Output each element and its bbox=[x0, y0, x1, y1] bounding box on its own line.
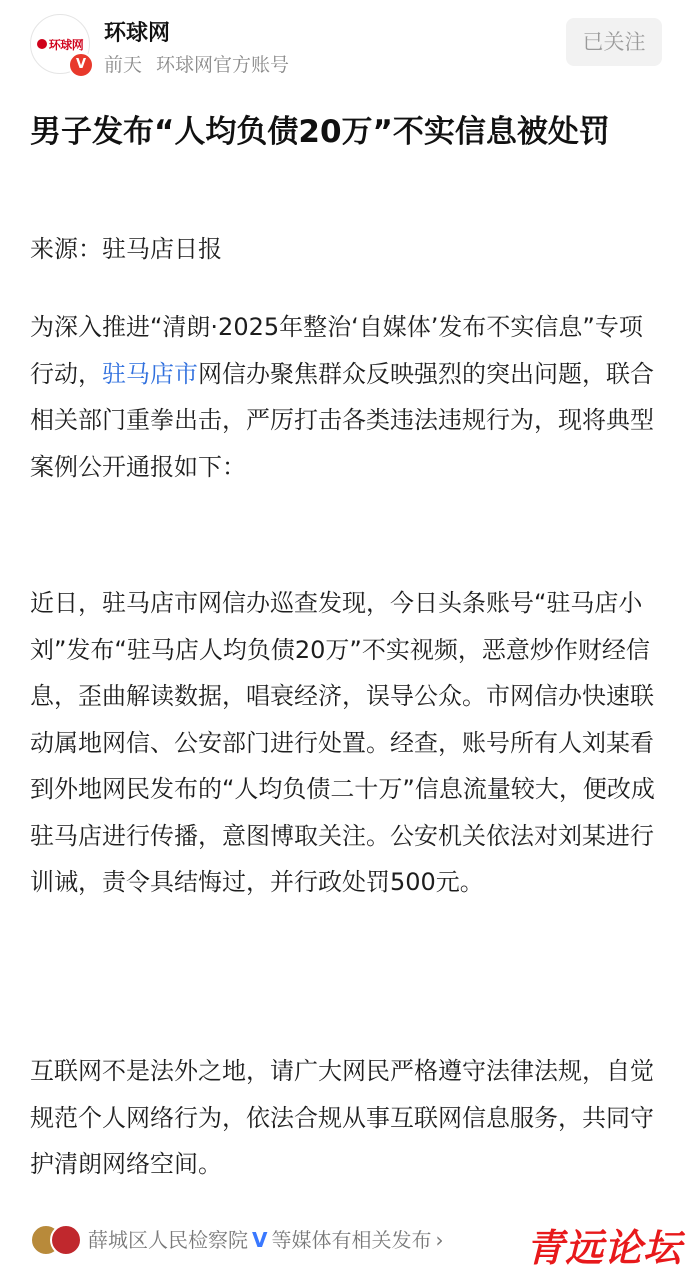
article-paragraph-3: 互联网不是法外之地，请广大网民严格遵守法律法规，自觉规范个人网络行为，依法合规从事互联网信息服务，共同守护清朗网络空间。 bbox=[30, 1057, 654, 1178]
site-watermark bbox=[486, 1211, 686, 1271]
article-paragraph-1 bbox=[30, 304, 660, 490]
follow-button[interactable]: 已关注 bbox=[566, 18, 662, 66]
police-emblem-icon bbox=[50, 1224, 82, 1256]
paragraph-text: 为深入推进“清朗·2025年整治‘自媒体’发布不实信息”专项行动， bbox=[30, 313, 643, 388]
related-suffix: 等媒体有相关发布 bbox=[271, 1228, 432, 1252]
chevron-right-icon: › bbox=[435, 1228, 444, 1252]
huanqiu-logo-icon: 环球网 bbox=[37, 36, 84, 53]
article-title: 男子发布“人均负债20万”不实信息被处罚 bbox=[30, 114, 610, 150]
publisher-avatars bbox=[30, 1224, 80, 1254]
location-link[interactable]: 驻马店市 bbox=[102, 359, 198, 388]
account-name[interactable]: 环球网 bbox=[104, 21, 171, 46]
verified-v-icon: V bbox=[252, 1228, 268, 1252]
related-publishers-text bbox=[88, 1224, 443, 1253]
post-time: 前天 bbox=[104, 54, 143, 76]
verified-badge-icon: V bbox=[68, 52, 94, 78]
watermark-text: 青远论坛 bbox=[525, 1226, 682, 1270]
related-source-name: 薛城区人民检察院 bbox=[88, 1228, 248, 1252]
paragraph-text: 网信办聚焦群众反映强烈的突出问题，联合相关部门重拳出击，严厉打击各类违法违规行为，现将典型案例公开通报如下： bbox=[30, 359, 654, 481]
article-source: 来源：驻马店日报 bbox=[30, 235, 222, 263]
account-meta bbox=[104, 50, 289, 77]
account-description: 环球网官方账号 bbox=[156, 54, 290, 76]
article-paragraph-2: 近日，驻马店市网信办巡查发现，今日头条账号“驻马店小刘”发布“驻马店人均负债20万”不实视频，恶意炒作财经信息，歪曲解读数据，唱衰经济，误导公众。市网信办快速联动属地网信、公安部门进行处置。经查，账号所有人刘某看到外地网民发布的“人均负债二十万”信息流量较大，便改成驻马店进行传播，意图博取关注。公安机关依法对刘某进行训诫，责令具结悔过，并行政处罚500元。 bbox=[30, 589, 655, 896]
account-header bbox=[30, 14, 662, 76]
